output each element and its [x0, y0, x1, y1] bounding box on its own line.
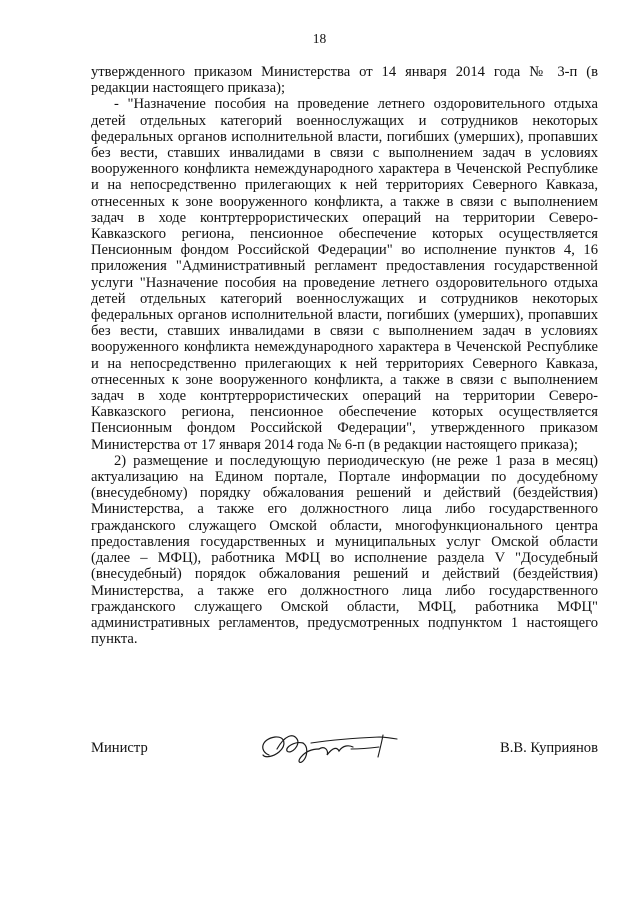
document-body [91, 64, 598, 647]
paragraph-service-item: - "Назначение пособия на проведение летнего оздоровительного отдыха детей отдельных категорий военнослужащих и сотрудников некоторых федеральных органов исполнительной власти, погибших (умерших), пропавших без вести, ставших инвалидами в связи с выполнением задач в условиях вооруженного конфликта немеждународного характера в Чеченской Республике и на непосредственно прилегающих к ней территориях Северного Кавказа, отнесенных к зоне вооруженного конфликта, а также в связи с выполнением задач в ходе контртеррористических операций на территории Северо-Кавказского региона, пенсионное обеспечение которых осуществляется Пенсионным фондом Российской Федерации" во исполнение пунктов 4, 16 приложения "Административный регламент предоставления государственной услуги "Назначение пособия на проведение летнего оздоровительного отдыха детей отдельных категорий военнослужащих и сотрудников некоторых федеральных органов исполнительной власти, погибших (умерших), пропавших без вести, ставших инвалидами в связи с выполнением задач в условиях вооруженного конфликта немеждународного характера в Чеченской Республике и на непосредственно прилегающих к ней территориях Северного Кавказа, отнесенных к зоне вооруженного конфликта, а также в связи с выполнением задач в ходе контртеррористических операций на территории Северо-Кавказского региона, пенсионное обеспечение которых осуществляется Пенсионным фондом Российской Федерации", утвержденного приказом Министерства от 17 января 2014 года № 6-п (в редакции настоящего приказа); [91, 96, 598, 453]
signature-block [91, 725, 598, 785]
signer-title: Министр [91, 740, 148, 756]
paragraph-item-2: 2) размещение и последующую периодическую (не реже 1 раза в месяц) актуализацию на Едином портале, Портале информации по досудебному (внесудебному) порядку обжалования решений и действий (бездействия) Министерства, а также его должностного лица либо государственного гражданского служащего Омской области, многофункционального центра предоставления государственных и муниципальных услуг Омской области (далее – МФЦ), работника МФЦ во исполнение раздела V "Досудебный (внесудебный) порядок обжалования решений и действий (бездействия) Министерства, а также его должностного лица либо государственного гражданского служащего Омской области, МФЦ, работника МФЦ" административных регламентов, предусмотренных подпунктом 1 настоящего пункта. [91, 452, 598, 648]
paragraph-continuation: утвержденного приказом Министерства от 14 января 2014 года № 3-п (в редакции настоящего приказа); [91, 64, 598, 97]
handwritten-signature [251, 725, 411, 771]
signer-name: В.В. Куприянов [500, 740, 598, 756]
page-number: 18 [312, 31, 327, 46]
